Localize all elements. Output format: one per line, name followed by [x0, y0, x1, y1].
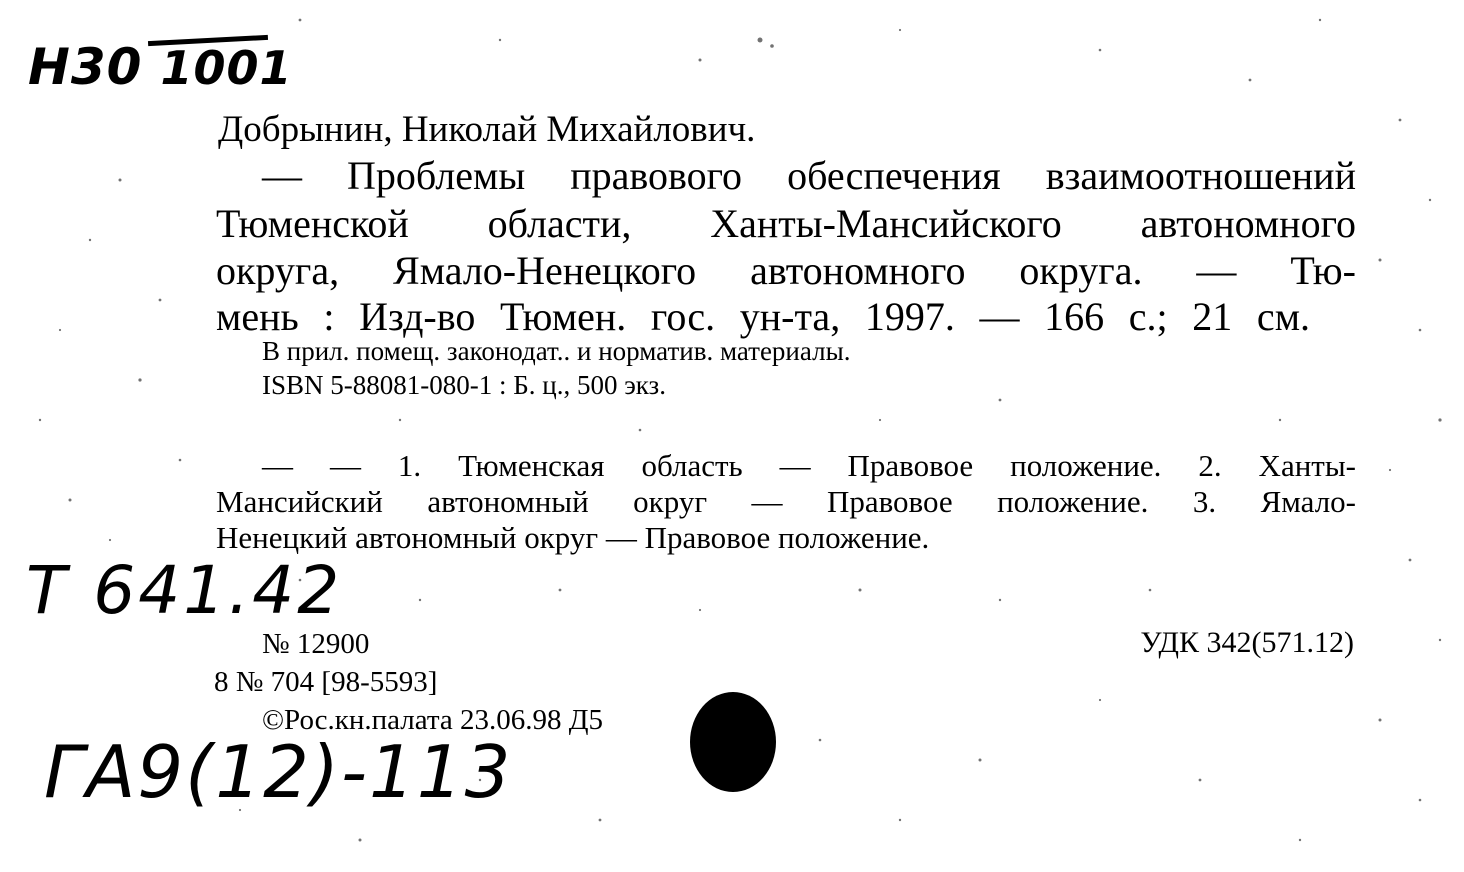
punch-hole: [690, 692, 776, 792]
handwritten-classification: Т 641.42: [26, 552, 343, 629]
appendix-note: В прил. помещ. законодат.. и норматив. материалы.: [262, 336, 851, 366]
handwritten-index-code: ГА9(12)-113: [44, 730, 513, 814]
handwritten-shelf-fraction: [148, 38, 293, 95]
copyright-line: ©Рос.кн.палата 23.06.98 Д5: [262, 704, 604, 736]
subject-line-2: Мансийский автономный округ — Правовое положение. 3. Ямало-: [216, 484, 1356, 519]
title-line-2: Тюменской области, Ханты-Мансийского автономного: [216, 201, 1356, 246]
title-line-4: мень : Изд-во Тюмен. гос. ун-та, 1997. — 166 с.; 21 см.: [216, 294, 1310, 339]
card-number: № 12900: [262, 628, 370, 660]
handwritten-shelf-number: 1001: [160, 41, 293, 95]
subject-line-3: Ненецкий автономный округ — Правовое положение.: [216, 520, 930, 555]
registration-number: 8 № 704 [98-5593]: [214, 666, 438, 698]
title-line-1: — Проблемы правового обеспечения взаимоотношений: [262, 153, 1356, 198]
author-heading: Добрынин, Николай Михайлович.: [218, 109, 756, 150]
title-line-3: округа, Ямало-Ненецкого автономного округа. — Тю-: [216, 248, 1356, 293]
subject-line-1: — — 1. Тюменская область — Правовое положение. 2. Ханты-: [262, 448, 1356, 483]
udk-code: УДК 342(571.12): [1140, 626, 1354, 659]
isbn-line: ISBN 5-88081-080-1 : Б. ц., 500 экз.: [262, 370, 666, 400]
handwritten-shelf-code: [28, 38, 292, 96]
handwritten-shelf-prefix: Н30: [28, 38, 143, 96]
